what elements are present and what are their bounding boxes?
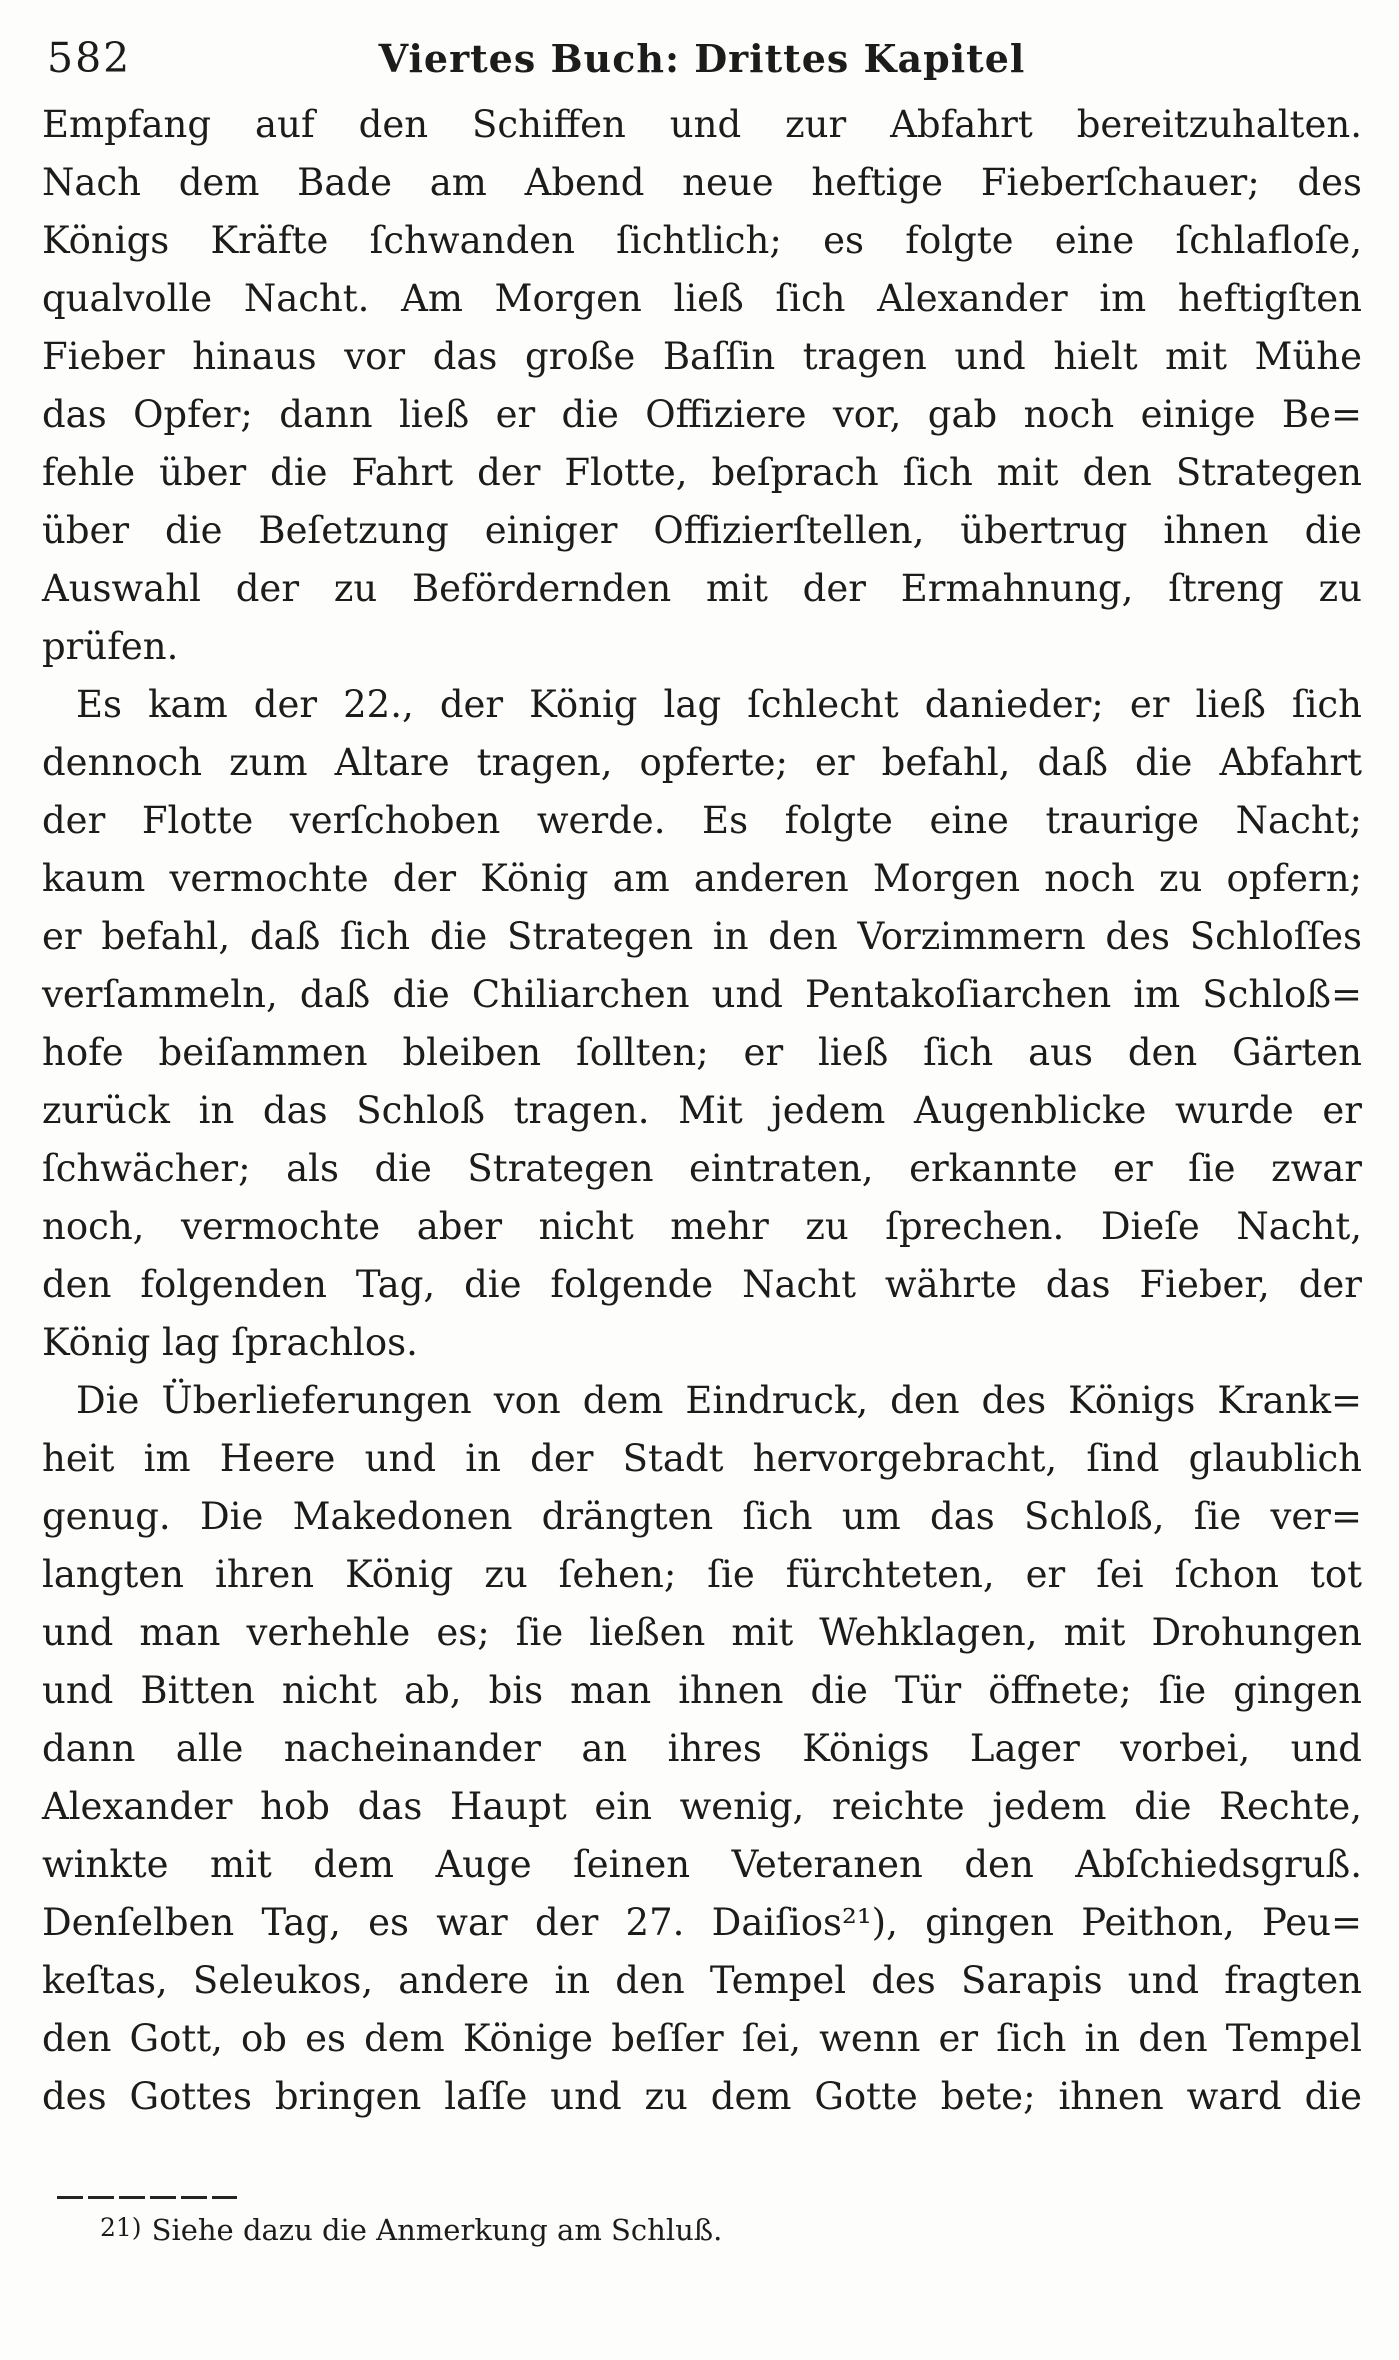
text-line: Königs Kräfte ſchwanden ſichtlich; es folgte eine ſchlafloſe, [42, 219, 1362, 262]
footnote-marker: 21) [100, 2213, 142, 2242]
text-line: Denſelben Tag, es war der 27. Daiſios²¹), gingen Peithon, Peu= [42, 1901, 1362, 1944]
text-line: kaum vermochte der König am anderen Morgen noch zu opfern; [42, 857, 1362, 900]
text-line: hofe beiſammen bleiben ſollten; er ließ ſich aus den Gärten [42, 1031, 1362, 1074]
text-line: keſtas, Seleukos, andere in den Tempel des Sarapis und fragten [42, 1959, 1362, 2002]
text-line: langten ihren König zu ſehen; ſie fürchteten, er ſei ſchon tot [42, 1553, 1362, 1596]
text-line: und man verhehle es; ſie ließen mit Wehklagen, mit Drohungen [42, 1611, 1362, 1654]
text-line: prüfen. [42, 625, 179, 668]
text-line: König lag ſprachlos. [42, 1321, 418, 1364]
text-line: das Opfer; dann ließ er die Offiziere vor, gab noch einige Be= [42, 393, 1362, 436]
text-line: Die Überlieferungen von dem Eindruck, den des Königs Krank= [76, 1379, 1362, 1422]
text-line: noch, vermochte aber nicht mehr zu ſprechen. Dieſe Nacht, [42, 1205, 1362, 1248]
text-line: und Bitten nicht ab, bis man ihnen die Tür öffnete; ſie gingen [42, 1669, 1362, 1712]
text-line: über die Beſetzung einiger Offizierſtellen, übertrug ihnen die [42, 509, 1362, 552]
text-line: der Flotte verſchoben werde. Es folgte eine traurige Nacht; [42, 799, 1362, 842]
text-line: ſchwächer; als die Strategen eintraten, erkannte er ſie zwar [42, 1147, 1362, 1190]
text-line: verſammeln, daß die Chiliarchen und Pentakoſiarchen im Schloß= [42, 973, 1362, 1016]
text-line: Alexander hob das Haupt ein wenig, reichte jedem die Rechte, [42, 1785, 1362, 1828]
text-line: Nach dem Bade am Abend neue heftige Fieberſchauer; des [42, 161, 1362, 204]
text-line: er befahl, daß ſich die Strategen in den Vorzimmern des Schloſſes [42, 915, 1362, 958]
text-line: zurück in das Schloß tragen. Mit jedem Augenblicke wurde er [42, 1089, 1362, 1132]
footnote-rule [57, 2196, 237, 2199]
text-line: winkte mit dem Auge ſeinen Veteranen den Abſchiedsgruß. [42, 1843, 1362, 1886]
text-column [42, 96, 1362, 2126]
text-line: Fieber hinaus vor das große Baſſin tragen und hielt mit Mühe [42, 335, 1362, 378]
running-title: Viertes Buch: Drittes Kapitel [378, 36, 1026, 81]
text-line: Es kam der 22., der König lag ſchlecht danieder; er ließ ſich [76, 683, 1362, 726]
text-line: den Gott, ob es dem Könige beſſer ſei, wenn er ſich in den Tempel [42, 2017, 1362, 2060]
text-line: genug. Die Makedonen drängten ſich um das Schloß, ſie ver= [42, 1495, 1362, 1538]
text-line: den folgenden Tag, die folgende Nacht währte das Fieber, der [42, 1263, 1362, 1306]
footnote [100, 2208, 722, 2250]
text-line: qualvolle Nacht. Am Morgen ließ ſich Alexander im heftigſten [42, 277, 1362, 320]
text-line: Empfang auf den Schiffen und zur Abfahrt bereitzuhalten. [42, 103, 1362, 146]
footnote-text: Siehe dazu die Anmerkung am Schluß. [151, 2213, 723, 2247]
text-line: des Gottes bringen laſſe und zu dem Gotte bete; ihnen ward die [42, 2075, 1362, 2118]
text-line: dennoch zum Altare tragen, opferte; er befahl, daß die Abfahrt [42, 741, 1362, 784]
text-line: fehle über die Fahrt der Flotte, beſprach ſich mit den Strategen [42, 451, 1362, 494]
text-line: Auswahl der zu Befördernden mit der Ermahnung, ſtreng zu [42, 567, 1362, 610]
text-line: dann alle nacheinander an ihres Königs Lager vorbei, und [42, 1727, 1362, 1770]
page-number: 582 [47, 34, 132, 82]
page-header [45, 34, 1359, 84]
text-line: heit im Heere und in der Stadt hervorgebracht, ſind glaublich [42, 1437, 1362, 1480]
